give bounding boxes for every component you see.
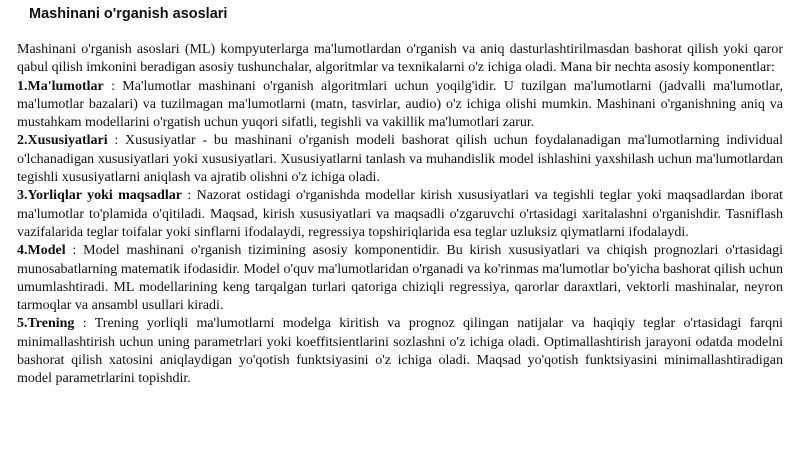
component-item-model [17,242,783,315]
component-item-training [17,315,783,388]
component-term: 4.Model [17,243,66,259]
component-description: : Ma'lumotlar mashinani o'rganish algoritmlari uchun yoqilg'idir. U tuzilgan ma'lumotlarni (jadvalli ma'lumotlar, ma'lumotlar bazalari) va tuzilmagan ma'lumotlarni (matn, tasvirlar, audio) o'z ichiga olishi mumkin. Mashinani o'rganishning aniq va mustahkam modellarini o'rgatish uchun yuqori sifatli, tegishli va vakillik ma'lumotlari zarur. [17,78,783,131]
component-term: 2.Xususiyatlari [17,133,108,149]
component-term: 3.Yorliqlar yoki maqsadlar [17,188,182,204]
intro-paragraph: Mashinani o'rganish asoslari (ML) kompyuterlarga ma'lumotlardan o'rganish va aniq dasturlashtirilmasdan bashorat qilish yoki qaror qabul qilish imkonini beradigan asosiy tushunchalar, algoritmlar va texnikalarni o'z ichiga oladi. Mana bir nechta asosiy komponentlar: [17,42,783,76]
document-body [17,41,783,389]
component-item-data [17,78,783,133]
document-title: Mashinani o'rganish asoslari [29,6,228,22]
component-description: : Model mashinani o'rganish tizimining asosiy komponentidir. Bu kirish xususiyatlari va chiqish prognozlari o'rtasidagi munosabatlarning matematik ifodasidir. Model o'quv ma'lumotlaridan o'rganadi va ko'rinmas ma'lumotlar bo'yicha bashorat qilish uchun umumlashtiradi. ML modellarining keng tarqalgan turlari qatoriga chiziqli regressiya, qarorlar daraxtlari, vektorli mashinalar, neyron tarmoqlar va ansambl usullari kiradi. [17,243,783,314]
component-description: : Xususiyatlar - bu mashinani o'rganish modeli bashorat qilish uchun foydalanadigan ma'lumotlarning individual o'lchanadigan xususiyatlari yoki xususiyatlari. Xususiyatlarni tanlash va muhandislik model ishlashini yaxshilash uchun ma'lumotlardan tegishli xususiyatlarni aniqlash va ajratib olishni o'z ichiga oladi. [17,133,783,186]
component-description: : Nazorat ostidagi o'rganishda modellar kirish xususiyatlari va tegishli teglar yoki maqsadlardan iborat ma'lumotlar to'plamida o'qitiladi. Maqsad, kirish xususiyatlari va maqsadli o'zgaruvchi o'rtasidagi xaritalashni o'rganishdir. Tasniflash vazifalarida teglar toifalar yoki sinflarni ifodalaydi, regressiya topshiriqlarida esa teglar uzluksiz qiymatlarni ifodalaydi. [17,188,783,240]
component-term: 5.Trening [17,316,75,332]
component-item-features [17,132,783,187]
component-term: 1.Ma'lumotlar [17,78,104,94]
component-item-labels [17,187,783,242]
component-description: : Trening yorliqli ma'lumotlarni modelga kiritish va prognoz qilingan natijalar va haqiqiy teglar o'rtasidagi farqni minimallashtirish uchun uning parametrlari yoki koeffitsientlarini sozlashni o'z ichiga oladi. Optimallashtirish jarayoni odatda modelni bashorat qilish xatosini aniqlaydigan yo'qotish funktsiyasini o'z ichiga oladi. Maqsad yo'qotish funktsiyasini minimallashtiradigan model parametrlarini topishdir. [17,316,783,387]
